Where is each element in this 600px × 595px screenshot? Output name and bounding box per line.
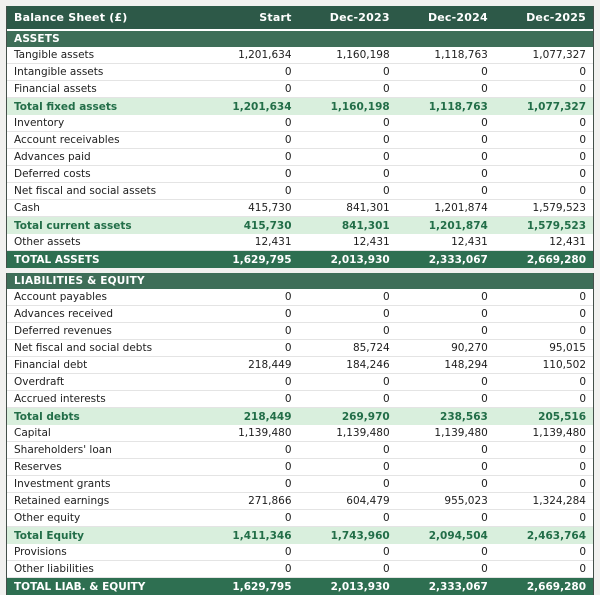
- table-title: Balance Sheet (£): [14, 11, 128, 24]
- cell-value: 0: [579, 444, 586, 456]
- cell-value: 0: [383, 66, 390, 78]
- cell-value: 271,866: [248, 495, 292, 507]
- table-body: [7, 31, 593, 595]
- cell-value: 95,015: [549, 342, 586, 354]
- section-header: ASSETS: [7, 31, 593, 47]
- cell-value: 1,139,480: [434, 427, 488, 439]
- cell-value: 841,301: [346, 202, 390, 214]
- cell-value: 955,023: [444, 495, 488, 507]
- cell-value: 0: [579, 134, 586, 146]
- row-label: Total debts: [14, 410, 80, 423]
- row-label: Financial debt: [14, 359, 88, 371]
- cell-value: 0: [284, 546, 292, 558]
- cell-value: 0: [383, 546, 390, 558]
- cell-value: 2,333,067: [428, 580, 488, 593]
- cell-value: 0: [579, 512, 586, 524]
- row-label: Deferred costs: [14, 168, 91, 180]
- table-row: [7, 527, 593, 544]
- cell-value: 184,246: [346, 359, 390, 371]
- cell-value: 12,431: [352, 236, 390, 248]
- cell-value: 0: [383, 151, 390, 163]
- row-label: Accrued interests: [14, 393, 106, 405]
- cell-value: 0: [383, 83, 390, 95]
- cell-value: 205,516: [538, 410, 586, 423]
- cell-value: 0: [481, 134, 488, 146]
- table-row: [7, 98, 593, 115]
- cell-value: 0: [383, 376, 390, 388]
- cell-value: 2,094,504: [428, 529, 488, 542]
- cell-value: 0: [481, 325, 488, 337]
- cell-value: 0: [383, 444, 390, 456]
- row-label: Inventory: [14, 117, 65, 129]
- cell-value: 2,013,930: [330, 580, 390, 593]
- cell-value: 12,431: [451, 236, 488, 248]
- table-row: [7, 251, 593, 268]
- cell-value: 2,333,067: [428, 253, 488, 266]
- cell-value: 0: [579, 151, 586, 163]
- cell-value: 0: [481, 66, 488, 78]
- table-row: [7, 64, 593, 81]
- cell-value: 0: [284, 151, 292, 163]
- cell-value: 0: [481, 563, 488, 575]
- row-label: Deferred revenues: [14, 325, 112, 337]
- cell-value: 0: [383, 134, 390, 146]
- cell-value: 0: [579, 563, 586, 575]
- table-row: [7, 166, 593, 183]
- row-label: Advances paid: [14, 151, 91, 163]
- row-label: Overdraft: [14, 376, 65, 388]
- row-label: Other liabilities: [14, 563, 94, 575]
- cell-value: 0: [284, 393, 292, 405]
- cell-value: 0: [383, 393, 390, 405]
- cell-value: 110,502: [542, 359, 586, 371]
- cell-value: 218,449: [248, 359, 292, 371]
- row-label: Provisions: [14, 546, 67, 558]
- cell-value: 12,431: [549, 236, 586, 248]
- cell-value: 0: [481, 512, 488, 524]
- cell-value: 0: [579, 168, 586, 180]
- column-header: Dec-2025: [526, 11, 586, 24]
- row-label: Net fiscal and social assets: [14, 185, 157, 197]
- table-row: [7, 47, 593, 64]
- row-label: Reserves: [14, 461, 62, 473]
- cell-value: 0: [579, 461, 586, 473]
- cell-value: 415,730: [248, 202, 292, 214]
- row-label: Other equity: [14, 512, 81, 524]
- cell-value: 0: [579, 376, 586, 388]
- cell-value: 0: [284, 83, 292, 95]
- row-label: Retained earnings: [14, 495, 110, 507]
- cell-value: 2,463,764: [526, 529, 586, 542]
- cell-value: 0: [284, 376, 292, 388]
- table-row: [7, 357, 593, 374]
- cell-value: 0: [284, 563, 292, 575]
- table-row: [7, 544, 593, 561]
- cell-value: 1,201,874: [428, 219, 488, 232]
- table-row: [7, 459, 593, 476]
- cell-value: 1,139,480: [238, 427, 292, 439]
- cell-value: 0: [383, 461, 390, 473]
- section-header: LIABILITIES & EQUITY: [7, 273, 593, 289]
- cell-value: 2,669,280: [526, 580, 586, 593]
- row-label: Net fiscal and social debts: [14, 342, 153, 354]
- cell-value: 0: [284, 512, 292, 524]
- table-row: [7, 391, 593, 408]
- cell-value: 218,449: [243, 410, 292, 423]
- cell-value: 0: [579, 117, 586, 129]
- table-row: [7, 115, 593, 132]
- cell-value: 1,139,480: [336, 427, 390, 439]
- cell-value: 0: [284, 117, 292, 129]
- cell-value: 0: [481, 393, 488, 405]
- cell-value: 0: [579, 546, 586, 558]
- table-row: [7, 510, 593, 527]
- cell-value: 841,301: [341, 219, 390, 232]
- balance-sheet-table: [6, 6, 594, 595]
- cell-value: 0: [481, 185, 488, 197]
- cell-value: 1,077,327: [532, 49, 586, 61]
- cell-value: 0: [481, 546, 488, 558]
- table-row: [7, 493, 593, 510]
- row-label: Account payables: [14, 291, 107, 303]
- row-label: Total current assets: [14, 219, 132, 232]
- cell-value: 0: [284, 308, 292, 320]
- cell-value: 0: [481, 291, 488, 303]
- table-row: [7, 200, 593, 217]
- cell-value: 0: [383, 512, 390, 524]
- cell-value: 0: [284, 185, 292, 197]
- cell-value: 1,411,346: [232, 529, 292, 542]
- cell-value: 0: [383, 478, 390, 490]
- cell-value: 1,118,763: [434, 49, 488, 61]
- cell-value: 0: [383, 117, 390, 129]
- cell-value: 1,743,960: [330, 529, 390, 542]
- cell-value: 2,669,280: [526, 253, 586, 266]
- cell-value: 85,724: [352, 342, 390, 354]
- cell-value: 0: [481, 168, 488, 180]
- cell-value: 1,118,763: [428, 100, 488, 113]
- table-row: [7, 306, 593, 323]
- cell-value: 0: [481, 376, 488, 388]
- cell-value: 269,970: [341, 410, 390, 423]
- cell-value: 1,201,634: [232, 100, 292, 113]
- cell-value: 1,077,327: [526, 100, 586, 113]
- cell-value: 238,563: [440, 410, 488, 423]
- row-label: Advances received: [14, 308, 114, 320]
- cell-value: 0: [481, 444, 488, 456]
- cell-value: 1,160,198: [330, 100, 390, 113]
- cell-value: 0: [284, 66, 292, 78]
- cell-value: 1,201,874: [434, 202, 488, 214]
- table-row: [7, 323, 593, 340]
- cell-value: 0: [481, 83, 488, 95]
- cell-value: 1,629,795: [232, 253, 292, 266]
- cell-value: 1,579,523: [526, 219, 586, 232]
- table-row: [7, 81, 593, 98]
- cell-value: 0: [284, 325, 292, 337]
- table-row: [7, 340, 593, 357]
- cell-value: 0: [579, 185, 586, 197]
- table-row: [7, 149, 593, 166]
- cell-value: 604,479: [346, 495, 390, 507]
- row-label: Account receivables: [14, 134, 120, 146]
- cell-value: 0: [383, 291, 390, 303]
- cell-value: 0: [284, 291, 292, 303]
- row-label: Capital: [14, 427, 51, 439]
- cell-value: 1,629,795: [232, 580, 292, 593]
- cell-value: 0: [579, 66, 586, 78]
- cell-value: 0: [284, 461, 292, 473]
- row-label: TOTAL LIAB. & EQUITY: [14, 580, 146, 593]
- row-label: Cash: [14, 202, 40, 214]
- table-row: [7, 374, 593, 391]
- cell-value: 0: [383, 563, 390, 575]
- cell-value: 0: [481, 117, 488, 129]
- table-header-row: [7, 6, 593, 29]
- cell-value: 1,579,523: [532, 202, 586, 214]
- table-row: [7, 408, 593, 425]
- column-header: Dec-2024: [427, 11, 488, 24]
- cell-value: 0: [579, 83, 586, 95]
- cell-value: 0: [579, 308, 586, 320]
- cell-value: 12,431: [254, 236, 292, 248]
- cell-value: 1,139,480: [532, 427, 586, 439]
- table-row: [7, 289, 593, 306]
- cell-value: 2,013,930: [330, 253, 390, 266]
- row-label: Total Equity: [14, 529, 84, 542]
- row-label: Investment grants: [14, 478, 111, 490]
- row-label: Other assets: [14, 236, 81, 248]
- table-row: [7, 132, 593, 149]
- row-label: Financial assets: [14, 83, 97, 95]
- cell-value: 0: [481, 478, 488, 490]
- cell-value: 90,270: [451, 342, 488, 354]
- column-header: Start: [259, 11, 292, 24]
- row-label: Tangible assets: [14, 49, 95, 61]
- cell-value: 1,201,634: [238, 49, 292, 61]
- cell-value: 0: [579, 478, 586, 490]
- table-row: [7, 561, 593, 578]
- cell-value: 0: [481, 308, 488, 320]
- cell-value: 0: [579, 393, 586, 405]
- cell-value: 0: [284, 478, 292, 490]
- cell-value: 0: [284, 168, 292, 180]
- cell-value: 0: [579, 291, 586, 303]
- table-row: [7, 183, 593, 200]
- table-row: [7, 425, 593, 442]
- cell-value: 0: [481, 461, 488, 473]
- table-row: [7, 476, 593, 493]
- cell-value: 0: [383, 168, 390, 180]
- row-label: Shareholders' loan: [14, 444, 112, 456]
- table-row: [7, 234, 593, 251]
- cell-value: 0: [383, 308, 390, 320]
- table-row: [7, 442, 593, 459]
- cell-value: 0: [284, 134, 292, 146]
- row-label: TOTAL ASSETS: [14, 253, 100, 266]
- table-row: [7, 217, 593, 234]
- cell-value: 0: [284, 444, 292, 456]
- column-header: Dec-2023: [329, 11, 390, 24]
- row-label: Total fixed assets: [14, 100, 118, 113]
- row-label: Intangible assets: [14, 66, 104, 78]
- cell-value: 0: [481, 151, 488, 163]
- cell-value: 1,324,284: [532, 495, 586, 507]
- cell-value: 1,160,198: [336, 49, 390, 61]
- cell-value: 415,730: [243, 219, 292, 232]
- cell-value: 0: [383, 185, 390, 197]
- cell-value: 0: [579, 325, 586, 337]
- cell-value: 0: [383, 325, 390, 337]
- table-row: [7, 578, 593, 595]
- cell-value: 148,294: [444, 359, 488, 371]
- cell-value: 0: [284, 342, 292, 354]
